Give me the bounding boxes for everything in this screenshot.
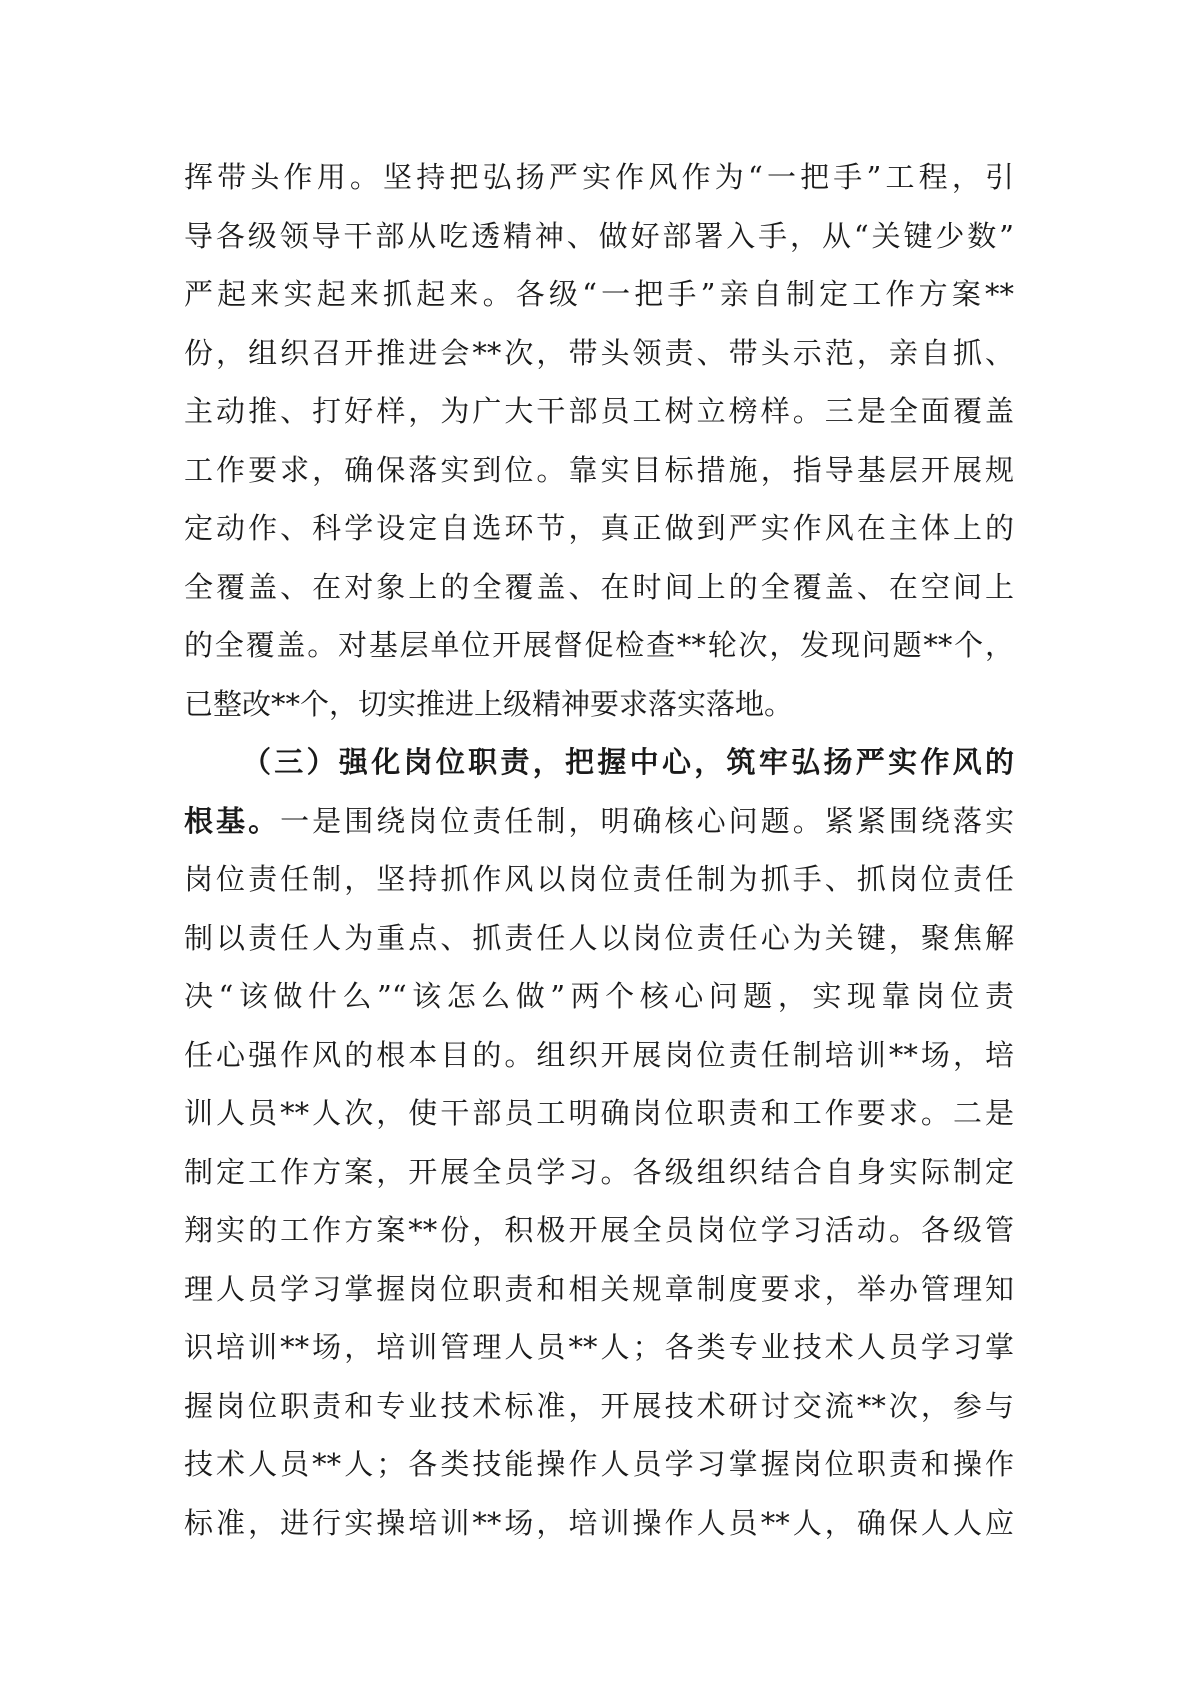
text-segment: 主动推、打好样，为广大干部员工树立榜样。三是全面覆盖 [184, 394, 1014, 428]
text-segment: 决“该做什么”“该怎么做”两个核心问题，实现靠岗位责 [184, 979, 1014, 1013]
text-line [184, 1260, 1014, 1319]
text-segment: 识培训**场，培训管理人员**人；各类专业技术人员学习掌 [184, 1330, 1014, 1364]
text-segment: 握岗位职责和专业技术标准，开展技术研讨交流**次，参与 [184, 1388, 1014, 1423]
text-line [184, 967, 1014, 1026]
text-line [184, 499, 1014, 558]
text-line [184, 1377, 1014, 1436]
document-body [184, 148, 1014, 1552]
text-segment: 定动作、科学设定自选环节，真正做到严实作风在主体上的 [184, 511, 1014, 545]
text-segment: 严起来实起来抓起来。各级“一把手”亲自制定工作方案** [184, 277, 1014, 311]
text-segment: 已整改**个，切实推进上级精神要求落实落地。 [184, 686, 794, 721]
text-line [184, 207, 1014, 266]
text-line [184, 675, 1014, 734]
text-line [184, 1318, 1014, 1377]
text-segment: 技术人员**人；各类技能操作人员学习掌握岗位职责和操作 [184, 1447, 1014, 1481]
text-line [184, 909, 1014, 968]
text-line [184, 1084, 1014, 1143]
text-segment: 任心强作风的根本目的。组织开展岗位责任制培训**场，培 [184, 1037, 1014, 1072]
text-segment: 全覆盖、在对象上的全覆盖、在时间上的全覆盖、在空间上 [184, 569, 1014, 604]
text-segment: 制以责任人为重点、抓责任人以岗位责任心为关键，聚焦解 [184, 920, 1014, 955]
bold-text-segment: 根基。 [184, 803, 281, 838]
text-line [184, 1201, 1014, 1260]
text-segment: 制定工作方案，开展全员学习。各级组织结合自身实际制定 [184, 1154, 1014, 1189]
text-line [184, 792, 1014, 851]
bold-text-segment: （三）强化岗位职责，把握中心，筑牢弘扬严实作风的 [242, 745, 1014, 779]
text-segment: 岗位责任制，坚持抓作风以岗位责任制为抓手、抓岗位责任 [184, 862, 1014, 896]
text-line [184, 850, 1014, 909]
text-segment: 挥带头作用。坚持把弘扬严实作风作为“一把手”工程，引 [184, 160, 1014, 194]
text-segment: 工作要求，确保落实到位。靠实目标措施，指导基层开展规 [184, 452, 1014, 487]
text-segment: 理人员学习掌握岗位职责和相关规章制度要求，举办管理知 [184, 1271, 1014, 1306]
text-line [184, 616, 1014, 675]
text-line [184, 265, 1014, 324]
text-segment: 一是围绕岗位责任制，明确核心问题。紧紧围绕落实 [280, 803, 1014, 838]
text-line [184, 1143, 1014, 1202]
text-segment: 的全覆盖。对基层单位开展督促检查**轮次，发现问题**个， [184, 628, 1014, 662]
text-line [184, 558, 1014, 617]
text-line [184, 1494, 1014, 1553]
text-line [184, 441, 1014, 500]
text-line [184, 1026, 1014, 1085]
text-segment: 训人员**人次，使干部员工明确岗位职责和工作要求。二是 [184, 1096, 1014, 1130]
text-segment: 导各级领导干部从吃透精神、做好部署入手，从“关键少数” [184, 218, 1014, 253]
text-line [184, 382, 1014, 441]
text-line [184, 1435, 1014, 1494]
text-segment: 翔实的工作方案**份，积极开展全员岗位学习活动。各级管 [184, 1213, 1014, 1247]
text-line [184, 148, 1014, 207]
text-line [184, 733, 1014, 792]
text-line [184, 324, 1014, 383]
text-segment: 标准，进行实操培训**场，培训操作人员**人，确保人人应 [184, 1505, 1014, 1540]
text-segment: 份，组织召开推进会**次，带头领责、带头示范，亲自抓、 [184, 335, 1014, 370]
